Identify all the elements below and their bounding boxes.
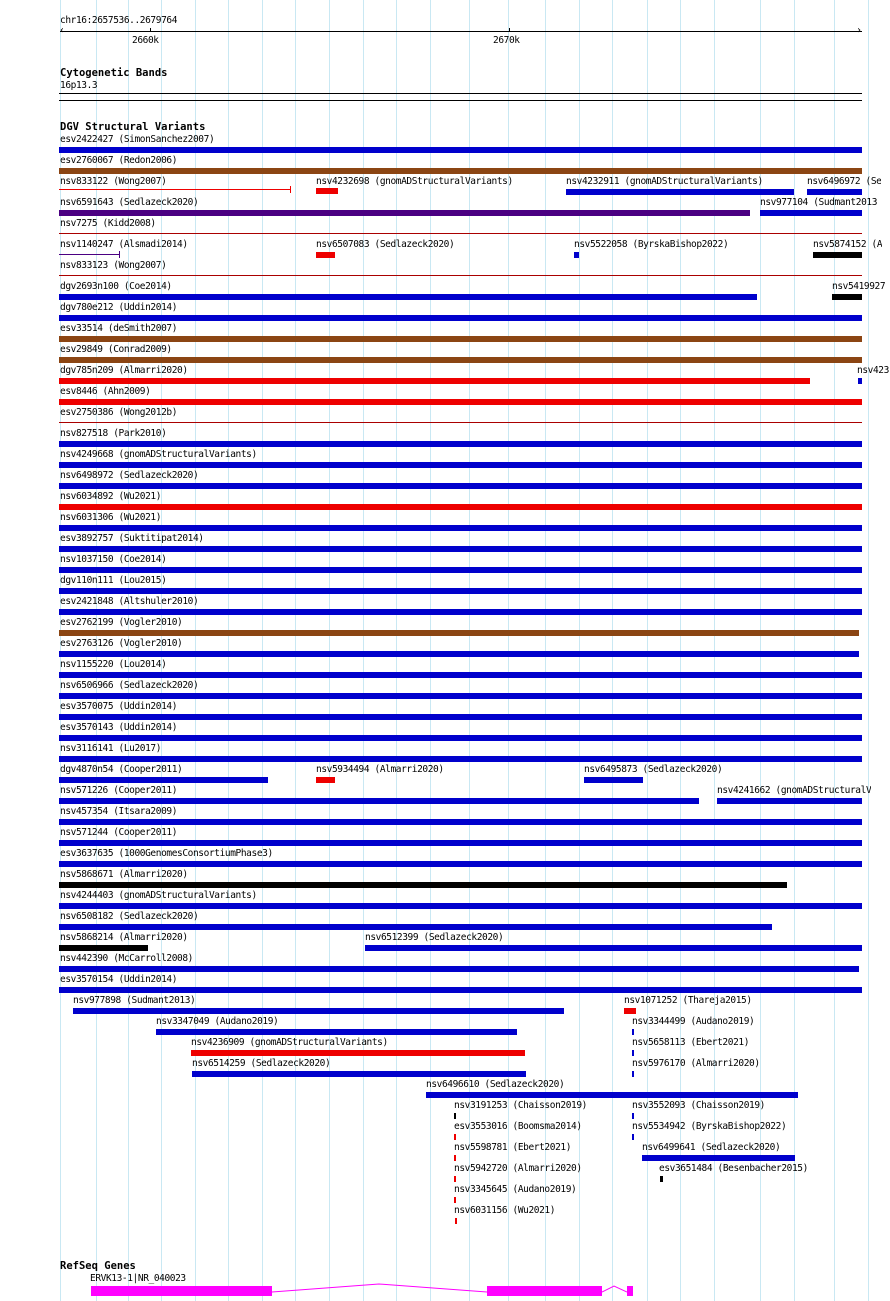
dgv-feature-label: dgv780e212 (Uddin2014)	[60, 302, 178, 313]
dgv-feature-label: esv3570154 (Uddin2014)	[60, 974, 178, 985]
dgv-feature-label: nsv6499641 (Sedlazeck2020)	[642, 1142, 781, 1153]
dgv-feature-bar[interactable]	[59, 819, 862, 825]
dgv-feature-label: nsv4232698 (gnomADStructuralVariants)	[316, 176, 513, 187]
gene-exon[interactable]	[91, 1286, 272, 1296]
dgv-feature-bar[interactable]	[59, 462, 862, 468]
dgv-feature-label: nsv6496610 (Sedlazeck2020)	[426, 1079, 565, 1090]
dgv-feature-label: nsv6496972 (Se	[807, 176, 882, 187]
dgv-feature-bar[interactable]	[59, 609, 862, 615]
gene-label: ERVK13-1|NR_040023	[90, 1273, 186, 1284]
dgv-feature-label: esv3570075 (Uddin2014)	[60, 701, 178, 712]
ruler-left-arrow: ‹	[59, 25, 65, 36]
dgv-feature-bar[interactable]	[316, 252, 335, 258]
dgv-feature-label: nsv5419927	[832, 281, 886, 292]
dgv-feature-label: nsv571226 (Cooper2011)	[60, 785, 178, 796]
dgv-feature-bar[interactable]	[454, 1113, 456, 1119]
dgv-feature-label: nsv5976170 (Almarri2020)	[632, 1058, 760, 1069]
dgv-feature-label: nsv5658113 (Ebert2021)	[632, 1037, 750, 1048]
dgv-feature-label: nsv6034892 (Wu2021)	[60, 491, 162, 502]
dgv-feature-bar[interactable]	[624, 1008, 636, 1014]
dgv-feature-bar[interactable]	[59, 336, 862, 342]
dgv-feature-bar[interactable]	[59, 756, 862, 762]
dgv-feature-label: nsv5522058 (ByrskaBishop2022)	[574, 239, 729, 250]
dgv-feature-bar[interactable]	[632, 1050, 634, 1056]
dgv-feature-bar[interactable]	[59, 254, 120, 255]
dgv-feature-bar[interactable]	[73, 1008, 564, 1014]
dgv-feature-label: esv2750386 (Wong2012b)	[60, 407, 178, 418]
dgv-feature-bar[interactable]	[59, 525, 862, 531]
tick-mark	[509, 28, 510, 32]
dgv-feature-label: esv2762199 (Vogler2010)	[60, 617, 183, 628]
dgv-feature-label: nsv5874152 (A	[813, 239, 883, 250]
dgv-feature-bar[interactable]	[59, 651, 859, 657]
dgv-feature-bar[interactable]	[59, 882, 787, 888]
dgv-feature-label: esv2421848 (Altshuler2010)	[60, 596, 199, 607]
dgv-feature-bar[interactable]	[632, 1113, 634, 1119]
dgv-feature-bar[interactable]	[59, 275, 862, 276]
dgv-feature-bar[interactable]	[59, 546, 862, 552]
dgv-feature-bar[interactable]	[454, 1176, 456, 1182]
dgv-feature-label: esv2763126 (Vogler2010)	[60, 638, 183, 649]
dgv-feature-label: esv29849 (Conrad2009)	[60, 344, 172, 355]
dgv-feature-label: nsv6498972 (Sedlazeck2020)	[60, 470, 199, 481]
dgv-feature-label: nsv7275 (Kidd2008)	[60, 218, 156, 229]
dgv-feature-bar[interactable]	[760, 210, 862, 216]
dgv-feature-bar[interactable]	[858, 378, 862, 384]
dgv-feature-bar[interactable]	[642, 1155, 795, 1161]
dgv-feature-label: nsv3191253 (Chaisson2019)	[454, 1100, 587, 1111]
dgv-feature-bar[interactable]	[660, 1176, 663, 1182]
dgv-feature-label: esv3637635 (1000GenomesConsortiumPhase3)	[60, 848, 273, 859]
cytoband-track-title: Cytogenetic Bands	[60, 67, 168, 79]
dgv-feature-label: nsv5534942 (ByrskaBishop2022)	[632, 1121, 787, 1132]
track-divider	[59, 100, 862, 101]
cytoband-bar[interactable]	[59, 93, 862, 94]
dgv-feature-bar[interactable]	[191, 1050, 525, 1056]
dgv-feature-label: esv3553016 (Boomsma2014)	[454, 1121, 582, 1132]
dgv-feature-label: nsv6591643 (Sedlazeck2020)	[60, 197, 199, 208]
dgv-feature-label: nsv977104 (Sudmant2013	[760, 197, 878, 208]
dgv-feature-bar[interactable]	[316, 777, 335, 783]
dgv-feature-bar[interactable]	[59, 147, 862, 153]
dgv-feature-bar[interactable]	[59, 798, 699, 804]
dgv-feature-bar[interactable]	[59, 399, 862, 405]
dgv-feature-label: nsv4244403 (gnomADStructuralVariants)	[60, 890, 257, 901]
gene-exon[interactable]	[627, 1286, 633, 1296]
dgv-feature-label: esv3892757 (Suktitipat2014)	[60, 533, 204, 544]
tick-label: 2670k	[493, 35, 520, 46]
dgv-feature-label: nsv6514259 (Sedlazeck2020)	[192, 1058, 331, 1069]
dgv-feature-bar[interactable]	[59, 168, 862, 174]
dgv-feature-bar[interactable]	[59, 630, 859, 636]
cytoband-label: 16p13.3	[60, 80, 98, 91]
dgv-feature-bar[interactable]	[59, 966, 859, 972]
dgv-feature-label: nsv3116141 (Lu2017)	[60, 743, 162, 754]
ruler-right-arrow: ›	[856, 25, 862, 36]
dgv-feature-label: nsv6031306 (Wu2021)	[60, 512, 162, 523]
dgv-feature-bar[interactable]	[632, 1134, 634, 1140]
grid-line	[868, 0, 869, 1301]
dgv-feature-label: nsv4241662 (gnomADStructuralV	[717, 785, 872, 796]
dgv-feature-label: nsv6031156 (Wu2021)	[454, 1205, 556, 1216]
dgv-feature-bar[interactable]	[59, 357, 862, 363]
dgv-feature-bar[interactable]	[574, 252, 579, 258]
dgv-feature-label: nsv6495873 (Sedlazeck2020)	[584, 764, 723, 775]
gene-exon[interactable]	[487, 1286, 602, 1296]
dgv-feature-bar[interactable]	[454, 1197, 456, 1203]
dgv-feature-label: nsv5942720 (Almarri2020)	[454, 1163, 582, 1174]
dgv-feature-bar[interactable]	[807, 189, 862, 195]
dgv-feature-label: nsv3345645 (Audano2019)	[454, 1184, 577, 1195]
dgv-feature-bar[interactable]	[59, 861, 862, 867]
dgv-feature-bar[interactable]	[59, 840, 862, 846]
dgv-feature-bar[interactable]	[316, 188, 338, 194]
dgv-feature-bar[interactable]	[59, 945, 148, 951]
dgv-feature-label: dgv785n209 (Almarri2020)	[60, 365, 188, 376]
dgv-feature-label: nsv5598781 (Ebert2021)	[454, 1142, 572, 1153]
dgv-feature-bar[interactable]	[59, 378, 810, 384]
dgv-feature-label: nsv6508182 (Sedlazeck2020)	[60, 911, 199, 922]
dgv-feature-bar[interactable]	[59, 504, 862, 510]
dgv-feature-bar[interactable]	[454, 1155, 456, 1161]
dgv-feature-label: nsv6506966 (Sedlazeck2020)	[60, 680, 199, 691]
dgv-feature-label: esv33514 (deSmith2007)	[60, 323, 178, 334]
dgv-feature-label: nsv977898 (Sudmant2013)	[73, 995, 196, 1006]
dgv-feature-bar[interactable]	[59, 233, 862, 234]
dgv-feature-label: nsv3344499 (Audano2019)	[632, 1016, 755, 1027]
dgv-feature-label: dgv2693n100 (Coe2014)	[60, 281, 172, 292]
tick-label: 2660k	[132, 35, 159, 46]
dgv-feature-bar[interactable]	[156, 1029, 517, 1035]
dgv-feature-bar[interactable]	[59, 588, 862, 594]
dgv-feature-label: nsv833122 (Wong2007)	[60, 176, 167, 187]
dgv-feature-label: nsv1140247 (Alsmadi2014)	[60, 239, 188, 250]
dgv-feature-label: nsv3347049 (Audano2019)	[156, 1016, 279, 1027]
dgv-feature-label: nsv5868214 (Almarri2020)	[60, 932, 188, 943]
dgv-feature-label: nsv4236909 (gnomADStructuralVariants)	[191, 1037, 388, 1048]
dgv-feature-bar[interactable]	[59, 714, 862, 720]
dgv-feature-bar[interactable]	[59, 672, 862, 678]
dgv-feature-label: nsv442390 (McCarroll2008)	[60, 953, 193, 964]
tick-mark	[150, 28, 151, 32]
dgv-feature-label: dgv110n111 (Lou2015)	[60, 575, 167, 586]
position-label: chr16:2657536..2679764	[60, 15, 178, 26]
dgv-feature-label: nsv827518 (Park2010)	[60, 428, 167, 439]
dgv-feature-label: nsv5868671 (Almarri2020)	[60, 869, 188, 880]
dgv-feature-endcap	[119, 251, 120, 258]
dgv-feature-bar[interactable]	[192, 1071, 526, 1077]
dgv-feature-bar[interactable]	[566, 189, 794, 195]
dgv-feature-bar[interactable]	[59, 567, 862, 573]
dgv-feature-bar[interactable]	[59, 777, 268, 783]
dgv-feature-label: esv8446 (Ahn2009)	[60, 386, 151, 397]
dgv-feature-bar[interactable]	[59, 483, 862, 489]
dgv-feature-endcap	[290, 186, 291, 193]
dgv-feature-label: nsv1155220 (Lou2014)	[60, 659, 167, 670]
gene-intron	[272, 1282, 487, 1294]
dgv-feature-bar[interactable]	[632, 1071, 634, 1077]
dgv-feature-bar[interactable]	[584, 777, 643, 783]
refseq-track-title: RefSeq Genes	[60, 1260, 136, 1272]
dgv-feature-label: esv2760067 (Redon2006)	[60, 155, 178, 166]
dgv-feature-bar[interactable]	[59, 924, 772, 930]
dgv-feature-label: nsv6512399 (Sedlazeck2020)	[365, 932, 504, 943]
dgv-feature-bar[interactable]	[365, 945, 862, 951]
dgv-feature-bar[interactable]	[59, 693, 862, 699]
dgv-feature-bar[interactable]	[59, 903, 862, 909]
dgv-feature-label: esv3570143 (Uddin2014)	[60, 722, 178, 733]
dgv-feature-bar[interactable]	[426, 1092, 798, 1098]
dgv-feature-bar[interactable]	[59, 294, 757, 300]
dgv-feature-bar[interactable]	[59, 189, 291, 190]
dgv-feature-label: nsv1071252 (Thareja2015)	[624, 995, 752, 1006]
dgv-feature-bar[interactable]	[59, 210, 750, 216]
dgv-feature-bar[interactable]	[59, 422, 862, 423]
dgv-feature-label: nsv6507083 (Sedlazeck2020)	[316, 239, 455, 250]
dgv-feature-label: nsv4232911 (gnomADStructuralVariants)	[566, 176, 763, 187]
dgv-feature-bar[interactable]	[632, 1029, 634, 1035]
dgv-feature-bar[interactable]	[813, 252, 862, 258]
dgv-feature-label: nsv571244 (Cooper2011)	[60, 827, 178, 838]
dgv-feature-bar[interactable]	[59, 441, 862, 447]
dgv-feature-label: nsv457354 (Itsara2009)	[60, 806, 178, 817]
dgv-feature-label: esv2422427 (SimonSanchez2007)	[60, 134, 215, 145]
gene-intron	[602, 1282, 627, 1294]
dgv-feature-bar[interactable]	[59, 735, 862, 741]
ruler-line	[60, 31, 862, 32]
dgv-feature-label: nsv4249668 (gnomADStructuralVariants)	[60, 449, 257, 460]
dgv-feature-bar[interactable]	[454, 1134, 456, 1140]
dgv-feature-label: nsv5934494 (Almarri2020)	[316, 764, 444, 775]
dgv-feature-label: nsv423	[857, 365, 889, 376]
dgv-track-title: DGV Structural Variants	[60, 121, 206, 133]
dgv-feature-label: nsv1037150 (Coe2014)	[60, 554, 167, 565]
dgv-feature-bar[interactable]	[455, 1218, 457, 1224]
dgv-feature-bar[interactable]	[832, 294, 862, 300]
dgv-feature-label: esv3651484 (Besenbacher2015)	[659, 1163, 808, 1174]
dgv-feature-label: nsv833123 (Wong2007)	[60, 260, 167, 271]
dgv-feature-label: dgv4870n54 (Cooper2011)	[60, 764, 183, 775]
dgv-feature-label: nsv3552093 (Chaisson2019)	[632, 1100, 765, 1111]
dgv-feature-bar[interactable]	[59, 987, 862, 993]
dgv-feature-bar[interactable]	[717, 798, 862, 804]
dgv-feature-bar[interactable]	[59, 315, 862, 321]
